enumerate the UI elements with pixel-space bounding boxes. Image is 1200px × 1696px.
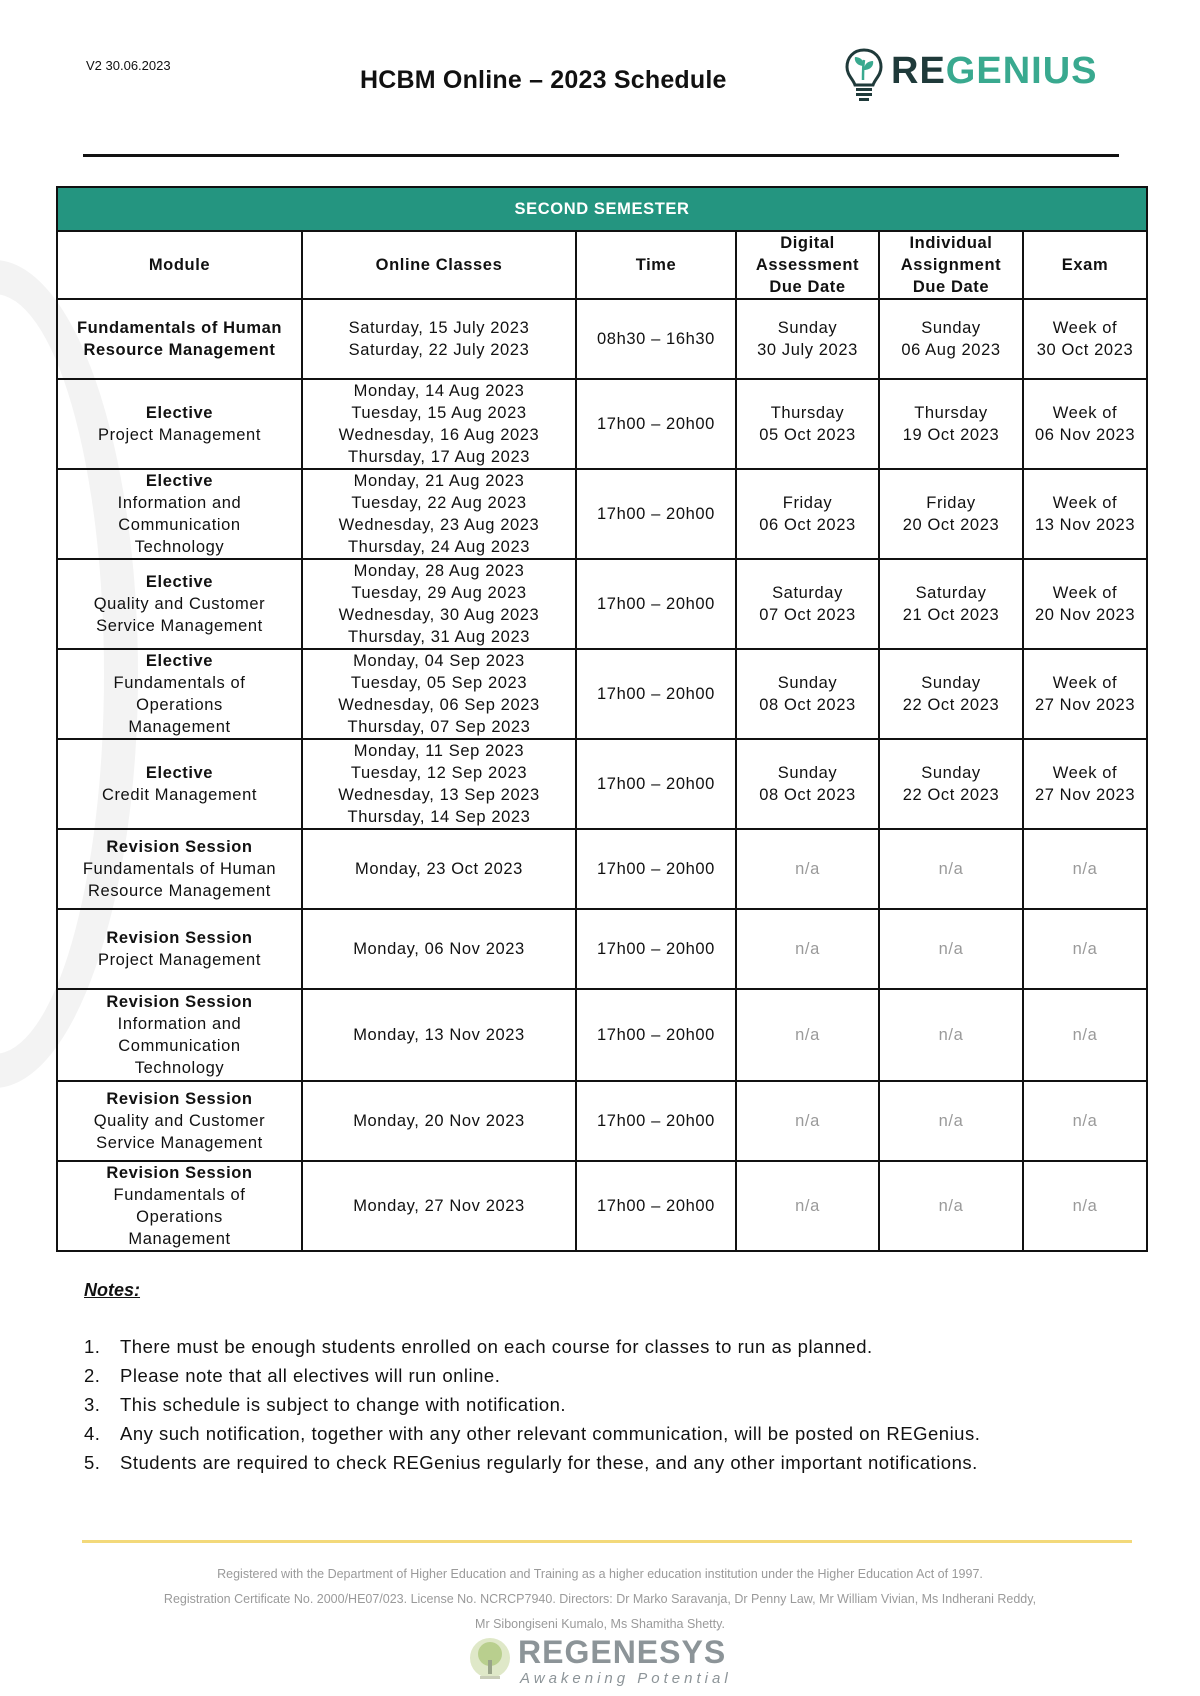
table-row — [57, 829, 1147, 909]
exam-cell — [1023, 299, 1147, 379]
col-header-digital-line: Digital — [780, 234, 835, 252]
note-item — [84, 1448, 1144, 1477]
assignment-cell-line: Saturday — [915, 584, 987, 602]
digital-assessment-cell — [736, 469, 879, 559]
assignment-cell — [879, 379, 1023, 469]
online-classes-cell — [302, 469, 576, 559]
class-date: Monday, 21 Aug 2023 — [353, 472, 525, 490]
module-type: Elective — [145, 764, 214, 782]
note-text: Please note that all electives will run online. — [120, 1365, 501, 1386]
digital-assessment-cell — [736, 299, 879, 379]
note-item — [84, 1332, 1144, 1361]
class-date: Tuesday, 29 Aug 2023 — [351, 584, 527, 602]
class-date: Wednesday, 13 Sep 2023 — [338, 786, 540, 804]
module-name-line: Quality and Customer — [93, 1112, 266, 1130]
assignment-cell-line: Sunday — [921, 674, 981, 692]
note-text: Any such notification, together with any other relevant communication, will be posted on REGenius. — [120, 1423, 981, 1444]
module-name-line: Technology — [134, 538, 225, 556]
assignment-cell — [879, 909, 1023, 989]
online-classes-cell — [302, 739, 576, 829]
class-date: Thursday, 17 Aug 2023 — [348, 448, 530, 466]
col-header-exam: Exam — [1023, 231, 1147, 299]
note-number: 1. — [84, 1336, 101, 1357]
online-classes-cell — [302, 299, 576, 379]
logo-wordmark — [891, 52, 1098, 90]
assignment-cell — [879, 299, 1023, 379]
time-cell: 17h00 – 20h00 — [576, 1081, 736, 1161]
regenesys-wordmark: REGENESYS — [518, 1634, 727, 1670]
class-date: Monday, 13 Nov 2023 — [353, 1026, 525, 1044]
digital-assessment-cell — [736, 649, 879, 739]
col-header-assignment-line: Due Date — [912, 278, 990, 296]
digital-assessment-cell — [736, 909, 879, 989]
assignment-cell — [879, 649, 1023, 739]
semester-title: SECOND SEMESTER — [57, 187, 1147, 231]
table-row — [57, 989, 1147, 1081]
table-row — [57, 559, 1147, 649]
online-classes-cell — [302, 1081, 576, 1161]
assignment-cell — [879, 989, 1023, 1081]
col-header-assignment — [879, 231, 1023, 299]
module-cell — [57, 909, 302, 989]
module-name-line: Credit Management — [101, 786, 258, 804]
digital-assessment-cell-line: 06 Oct 2023 — [759, 516, 856, 534]
footer-line: Mr Sibongiseni Kumalo, Ms Shamitha Shetty. — [475, 1617, 725, 1631]
digital-assessment-cell-line: n/a — [795, 1112, 820, 1130]
class-date: Monday, 14 Aug 2023 — [353, 382, 525, 400]
footer-line: Registered with the Department of Higher Education and Training as a higher education institution under the Higher Education Act of 1997. — [217, 1567, 983, 1581]
digital-assessment-cell — [736, 989, 879, 1081]
digital-assessment-cell-line: n/a — [795, 940, 820, 958]
assignment-cell-line: n/a — [938, 940, 964, 958]
note-number: 3. — [84, 1394, 101, 1415]
footer-divider — [82, 1540, 1132, 1543]
module-name-line: Fundamentals of — [113, 1186, 246, 1204]
exam-cell-line: Week of — [1052, 584, 1118, 602]
note-text: Students are required to check REGenius regularly for these, and any other important notifications. — [120, 1452, 978, 1473]
module-name-line: Fundamentals of Human — [76, 319, 283, 337]
table-row — [57, 739, 1147, 829]
exam-cell — [1023, 909, 1147, 989]
module-type: Revision Session — [106, 929, 253, 947]
class-date: Wednesday, 23 Aug 2023 — [338, 516, 540, 534]
exam-cell-line: 13 Nov 2023 — [1034, 516, 1136, 534]
schedule-body — [57, 299, 1147, 1251]
digital-assessment-cell-line: Thursday — [770, 404, 845, 422]
assignment-cell — [879, 1161, 1023, 1251]
module-name-line: Communication — [118, 516, 241, 534]
class-date: Monday, 23 Oct 2023 — [355, 860, 523, 878]
assignment-cell — [879, 829, 1023, 909]
exam-cell-line: Week of — [1052, 404, 1118, 422]
note-number: 4. — [84, 1423, 101, 1444]
assignment-cell-line: 06 Aug 2023 — [901, 341, 1001, 359]
table-row — [57, 469, 1147, 559]
module-name-line: Project Management — [97, 951, 262, 969]
class-date: Thursday, 07 Sep 2023 — [347, 718, 531, 736]
time-cell: 17h00 – 20h00 — [576, 379, 736, 469]
note-number: 5. — [84, 1452, 101, 1473]
digital-assessment-cell-line: Sunday — [777, 764, 838, 782]
notes-list — [84, 1332, 1144, 1477]
assignment-cell-line: n/a — [938, 1112, 964, 1130]
module-name-line: Resource Management — [83, 341, 276, 359]
notes-title: Notes: — [84, 1280, 141, 1300]
module-name-line: Management — [128, 718, 231, 736]
time-cell: 17h00 – 20h00 — [576, 909, 736, 989]
class-date: Thursday, 14 Sep 2023 — [347, 808, 531, 826]
module-cell — [57, 379, 302, 469]
assignment-cell-line: n/a — [938, 860, 964, 878]
note-item — [84, 1390, 1144, 1419]
online-classes-cell — [302, 829, 576, 909]
module-cell — [57, 469, 302, 559]
digital-assessment-cell-line: n/a — [795, 1026, 820, 1044]
module-name-line: Operations — [136, 696, 223, 714]
assignment-cell-line: 20 Oct 2023 — [902, 516, 1000, 534]
exam-cell-line: Week of — [1052, 494, 1118, 512]
module-name-line: Operations — [136, 1208, 223, 1226]
digital-assessment-cell — [736, 379, 879, 469]
digital-assessment-cell-line: Friday — [782, 494, 833, 512]
note-item — [84, 1361, 1144, 1390]
tree-emblem-icon — [468, 1632, 512, 1688]
online-classes-cell — [302, 909, 576, 989]
class-date: Thursday, 31 Aug 2023 — [348, 628, 530, 646]
module-name-line: Information and — [117, 1015, 242, 1033]
exam-cell-line: 27 Nov 2023 — [1034, 786, 1136, 804]
header-divider — [83, 154, 1119, 157]
assignment-cell-line: n/a — [938, 1026, 964, 1044]
class-date: Monday, 20 Nov 2023 — [353, 1112, 525, 1130]
time-cell: 17h00 – 20h00 — [576, 649, 736, 739]
module-name-line: Fundamentals of — [113, 674, 246, 692]
digital-assessment-cell — [736, 559, 879, 649]
class-date: Saturday, 22 July 2023 — [348, 341, 530, 359]
online-classes-cell — [302, 379, 576, 469]
lightbulb-leaf-icon — [843, 46, 885, 106]
table-row — [57, 1161, 1147, 1251]
module-name-line: Information and — [117, 494, 242, 512]
exam-cell-line: n/a — [1072, 1197, 1098, 1215]
module-type: Elective — [145, 573, 214, 591]
class-date: Wednesday, 16 Aug 2023 — [338, 426, 540, 444]
class-date: Monday, 06 Nov 2023 — [353, 940, 525, 958]
regenesys-tagline: Awakening Potential — [520, 1670, 732, 1687]
col-header-module: Module — [57, 231, 302, 299]
col-header-classes: Online Classes — [302, 231, 576, 299]
assignment-cell-line: Sunday — [921, 764, 981, 782]
class-date: Monday, 04 Sep 2023 — [353, 652, 525, 670]
module-name-line: Service Management — [96, 617, 263, 635]
exam-cell-line: 27 Nov 2023 — [1034, 696, 1136, 714]
module-cell — [57, 559, 302, 649]
assignment-cell-line: Thursday — [914, 404, 988, 422]
assignment-cell-line: 19 Oct 2023 — [902, 426, 1000, 444]
exam-cell-line: 20 Nov 2023 — [1034, 606, 1136, 624]
class-date: Monday, 28 Aug 2023 — [353, 562, 525, 580]
exam-cell — [1023, 739, 1147, 829]
module-type: Revision Session — [106, 1164, 253, 1182]
exam-cell — [1023, 469, 1147, 559]
assignment-cell-line: 22 Oct 2023 — [902, 786, 1000, 804]
digital-assessment-cell-line: Sunday — [777, 674, 838, 692]
module-name-line: Quality and Customer — [93, 595, 266, 613]
col-header-digital-line: Assessment — [755, 256, 860, 274]
class-date: Tuesday, 05 Sep 2023 — [350, 674, 528, 692]
col-header-assignment-line: Assignment — [900, 256, 1002, 274]
assignment-cell — [879, 559, 1023, 649]
note-text: This schedule is subject to change with notification. — [120, 1394, 567, 1415]
note-text: There must be enough students enrolled on each course for classes to run as planned. — [120, 1336, 873, 1357]
table-row — [57, 379, 1147, 469]
col-header-digital — [736, 231, 879, 299]
module-name-line: Fundamentals of Human — [82, 860, 277, 878]
exam-cell-line: Week of — [1052, 674, 1118, 692]
digital-assessment-cell — [736, 1161, 879, 1251]
class-date: Tuesday, 12 Sep 2023 — [350, 764, 528, 782]
assignment-cell-line: Friday — [926, 494, 976, 512]
exam-cell-line: n/a — [1072, 860, 1098, 878]
module-type: Revision Session — [106, 838, 253, 856]
digital-assessment-cell-line: 30 July 2023 — [757, 341, 858, 359]
exam-cell — [1023, 649, 1147, 739]
exam-cell-line: n/a — [1072, 940, 1098, 958]
module-cell — [57, 739, 302, 829]
time-cell: 08h30 – 16h30 — [576, 299, 736, 379]
module-name-line: Resource Management — [88, 882, 271, 900]
time-cell: 17h00 – 20h00 — [576, 739, 736, 829]
column-header-row — [57, 231, 1147, 299]
class-date: Saturday, 15 July 2023 — [348, 319, 530, 337]
module-cell — [57, 1081, 302, 1161]
logo-wordmark-part1: RE — [891, 50, 946, 92]
footer-registration-text — [140, 1562, 1060, 1637]
module-type: Revision Session — [106, 993, 253, 1011]
time-cell: 17h00 – 20h00 — [576, 1161, 736, 1251]
digital-assessment-cell — [736, 739, 879, 829]
time-cell: 17h00 – 20h00 — [576, 989, 736, 1081]
digital-assessment-cell-line: n/a — [795, 1197, 820, 1215]
module-type: Elective — [145, 652, 214, 670]
exam-cell-line: Week of — [1052, 764, 1118, 782]
module-name-line: Technology — [134, 1059, 225, 1077]
time-cell: 17h00 – 20h00 — [576, 829, 736, 909]
exam-cell — [1023, 829, 1147, 909]
module-cell — [57, 299, 302, 379]
module-name-line: Communication — [118, 1037, 241, 1055]
digital-assessment-cell-line: n/a — [795, 860, 820, 878]
module-cell — [57, 649, 302, 739]
table-row — [57, 909, 1147, 989]
class-date: Tuesday, 22 Aug 2023 — [351, 494, 527, 512]
module-cell — [57, 989, 302, 1081]
regenius-logo — [843, 46, 1133, 106]
time-cell: 17h00 – 20h00 — [576, 559, 736, 649]
digital-assessment-cell-line: Sunday — [777, 319, 838, 337]
col-header-digital-line: Due Date — [769, 278, 846, 296]
module-type: Elective — [145, 472, 214, 490]
module-cell — [57, 1161, 302, 1251]
digital-assessment-cell — [736, 1081, 879, 1161]
assignment-cell — [879, 739, 1023, 829]
digital-assessment-cell-line: 05 Oct 2023 — [759, 426, 856, 444]
regenesys-logo — [468, 1632, 738, 1690]
class-date: Thursday, 24 Aug 2023 — [348, 538, 530, 556]
digital-assessment-cell — [736, 829, 879, 909]
version-label: V2 30.06.2023 — [86, 58, 171, 73]
schedule-table — [56, 186, 1148, 1252]
exam-cell — [1023, 989, 1147, 1081]
col-header-time: Time — [576, 231, 736, 299]
note-number: 2. — [84, 1365, 101, 1386]
module-type: Revision Session — [106, 1090, 253, 1108]
assignment-cell — [879, 1081, 1023, 1161]
digital-assessment-cell-line: 07 Oct 2023 — [759, 606, 856, 624]
class-date: Tuesday, 15 Aug 2023 — [351, 404, 527, 422]
exam-cell — [1023, 1161, 1147, 1251]
exam-cell — [1023, 379, 1147, 469]
table-row — [57, 299, 1147, 379]
exam-cell-line: n/a — [1072, 1112, 1098, 1130]
online-classes-cell — [302, 559, 576, 649]
assignment-cell — [879, 469, 1023, 559]
table-row — [57, 649, 1147, 739]
exam-cell-line: n/a — [1072, 1026, 1098, 1044]
table-row — [57, 1081, 1147, 1161]
page-title: HCBM Online – 2023 Schedule — [360, 66, 727, 94]
exam-cell — [1023, 559, 1147, 649]
time-cell: 17h00 – 20h00 — [576, 469, 736, 559]
digital-assessment-cell-line: 08 Oct 2023 — [759, 696, 856, 714]
module-name-line: Management — [128, 1230, 231, 1248]
class-date: Wednesday, 30 Aug 2023 — [338, 606, 540, 624]
class-date: Wednesday, 06 Sep 2023 — [338, 696, 540, 714]
online-classes-cell — [302, 649, 576, 739]
class-date: Monday, 11 Sep 2023 — [353, 742, 525, 760]
module-type: Elective — [145, 404, 214, 422]
semester-header-row — [57, 187, 1147, 231]
logo-wordmark-part2: GENIUS — [945, 50, 1098, 92]
module-name-line: Service Management — [96, 1134, 263, 1152]
exam-cell-line: Week of — [1052, 319, 1118, 337]
exam-cell — [1023, 1081, 1147, 1161]
exam-cell-line: 30 Oct 2023 — [1036, 341, 1134, 359]
online-classes-cell — [302, 1161, 576, 1251]
online-classes-cell — [302, 989, 576, 1081]
exam-cell-line: 06 Nov 2023 — [1034, 426, 1136, 444]
note-item — [84, 1419, 1144, 1448]
footer-line: Registration Certificate No. 2000/HE07/023. License No. NCRCP7940. Directors: Dr Marko Saravanja, Dr Penny Law, Mr William Vivian, Ms Indherani Reddy, — [163, 1592, 1037, 1606]
assignment-cell-line: 21 Oct 2023 — [902, 606, 1000, 624]
digital-assessment-cell-line: Saturday — [772, 584, 843, 602]
module-name-line: Project Management — [97, 426, 262, 444]
assignment-cell-line: 22 Oct 2023 — [902, 696, 1000, 714]
col-header-assignment-line: Individual — [909, 234, 993, 252]
module-cell — [57, 829, 302, 909]
assignment-cell-line: Sunday — [921, 319, 981, 337]
assignment-cell-line: n/a — [938, 1197, 964, 1215]
digital-assessment-cell-line: 08 Oct 2023 — [759, 786, 856, 804]
class-date: Monday, 27 Nov 2023 — [353, 1197, 525, 1215]
